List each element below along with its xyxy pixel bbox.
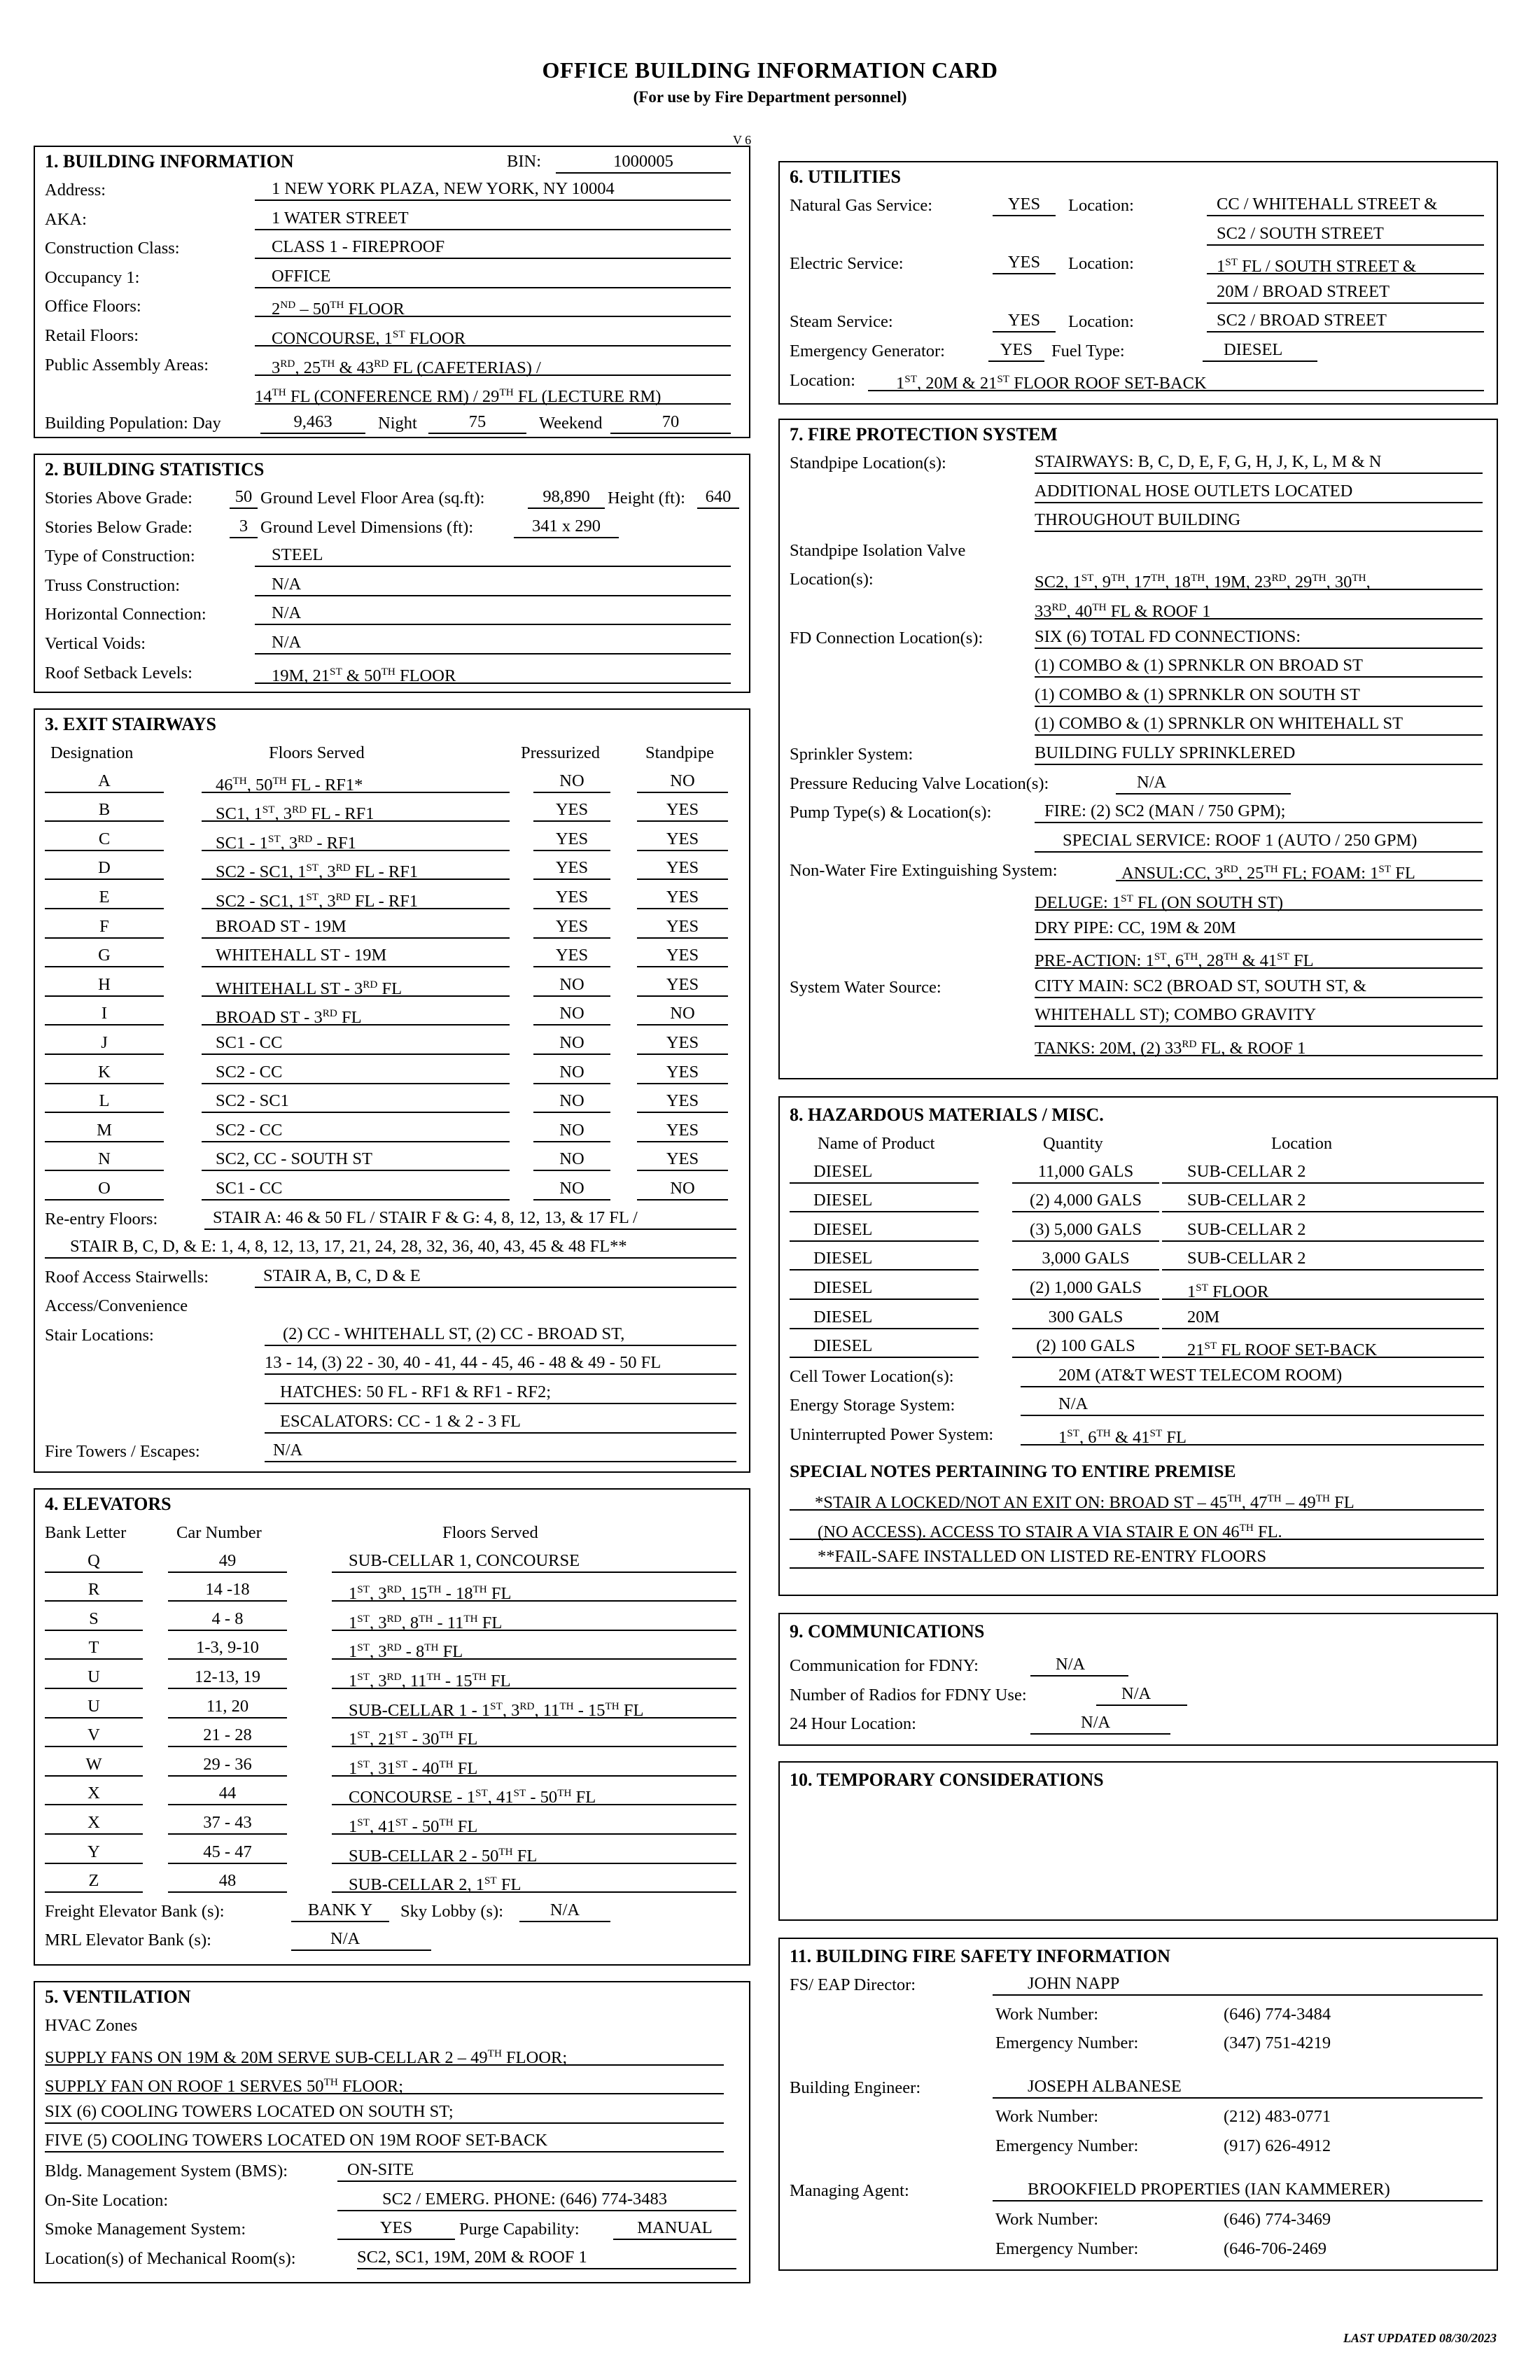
stair-designation: E: [45, 884, 164, 909]
reentry-floors-line-1: STAIR A: 46 & 50 FL / STAIR F & G: 4, 8, 12, 13, & 17 FL /: [204, 1205, 736, 1230]
section-title: 5. VENTILATION: [45, 1987, 191, 2007]
section-title: 4. ELEVATORS: [45, 1494, 172, 1514]
stair-pressurized: NO: [533, 972, 610, 997]
stair-floors-served: SC2 - CC: [202, 1059, 510, 1084]
isolation-line-1: SC2, 1ST, 9TH, 17TH, 18TH, 19M, 23RD, 29TH, 30TH,: [1035, 565, 1483, 590]
population-weekend: 70: [610, 409, 731, 434]
stair-floors-served: SC2 - SC1, 1ST, 3RD FL - RF1: [202, 855, 510, 880]
elevator-car-number: 44: [168, 1780, 287, 1805]
stair-pressurized: YES: [533, 797, 610, 822]
nonwater-line-1: ANSUL:CC, 3RD, 25TH FL; FOAM: 1ST FL: [1116, 856, 1483, 881]
material-quantity: (2) 1,000 GALS: [1012, 1275, 1159, 1300]
info-value: 2ND – 50TH FLOOR: [255, 292, 731, 317]
stair-floors-served: BROAD ST - 3RD FL: [202, 1000, 510, 1026]
stair-designation: A: [45, 768, 164, 793]
stair-pressurized: NO: [533, 1030, 610, 1055]
stat-value: N/A: [255, 571, 731, 596]
elevator-car-number: 14 -18: [168, 1576, 287, 1602]
mrl-elevator-bank: N/A: [291, 1926, 431, 1951]
stat-value: N/A: [255, 629, 731, 654]
stair-row: [45, 884, 739, 913]
material-location: 21ST FL ROOF SET-BACK: [1162, 1333, 1484, 1358]
stair-row: [45, 1030, 739, 1059]
fdc-line-4: (1) COMBO & (1) SPRNKLR ON WHITEHALL ST: [1035, 710, 1483, 736]
generator-location: 1ST, 20M & 21ST FLOOR ROOF SET-BACK: [868, 366, 1484, 391]
water-source-line-1: CITY MAIN: SC2 (BROAD ST, SOUTH ST, &: [1035, 973, 1483, 998]
stair-pressurized: YES: [533, 942, 610, 967]
material-location: SUB-CELLAR 2: [1162, 1245, 1484, 1270]
ground-area: 98,890: [528, 484, 605, 509]
section-fire-safety-information: 11. BUILDING FIRE SAFETY INFORMATION FS/ EAP Director: JOHN NAPP Work Number: (646) 774-3484 Emergency Number: (347) 751-4219 Building Engineer: JOSEPH ALBANESE Work Number: (212) 483-0771 Emergency Number: (917) 626-4912 Managing Agent: BROOKFIELD PROPERTIES (IAN KAMMERER) Work Number: (646) 774-3469 Emergency Number: (646-706-2469: [778, 1938, 1498, 2271]
hvac-line-4: FIVE (5) COOLING TOWERS LOCATED ON 19M ROOF SET-BACK: [45, 2127, 724, 2152]
version-mark: V 6: [733, 133, 752, 147]
radios-for-fdny: N/A: [1096, 1681, 1187, 1706]
elevator-bank-letter: U: [45, 1693, 143, 1718]
freight-elevator-bank: BANK Y: [291, 1897, 389, 1922]
elevator-floors-served: SUB-CELLAR 1, CONCOURSE: [332, 1548, 736, 1573]
stair-designation: D: [45, 855, 164, 880]
electric-service: YES: [993, 249, 1056, 274]
elevator-bank-letter: S: [45, 1606, 143, 1631]
fire-towers: N/A: [265, 1437, 736, 1462]
elevator-bank-letter: X: [45, 1780, 143, 1805]
elevator-floors-served: 1ST, 3RD - 8TH FL: [332, 1634, 736, 1660]
material-location: 1ST FLOOR: [1162, 1275, 1484, 1300]
info-value: OFFICE: [255, 263, 731, 288]
standpipe-line-1: STAIRWAYS: B, C, D, E, F, G, H, J, K, L, M & N: [1035, 449, 1483, 474]
population-day: 9,463: [260, 409, 365, 434]
stair-row: [45, 1088, 739, 1117]
elevator-car-number: 45 - 47: [168, 1839, 287, 1864]
stair-floors-served: SC2 - SC1, 1ST, 3RD FL - RF1: [202, 884, 510, 909]
stair-standpipe: YES: [637, 826, 728, 851]
gas-service: YES: [993, 191, 1056, 216]
material-row: [790, 1333, 1487, 1362]
elevator-car-number: 49: [168, 1548, 287, 1573]
stair-floors-served: BROAD ST - 19M: [202, 913, 510, 939]
fs-director-emergency-number: (347) 751-4219: [1224, 2033, 1331, 2053]
ground-dimensions: 341 x 290: [514, 513, 619, 538]
info-row: [45, 263, 739, 293]
stair-standpipe: NO: [637, 1175, 728, 1200]
fuel-type: DIESEL: [1203, 337, 1317, 362]
elevator-floors-served: CONCOURSE - 1ST, 41ST - 50TH FL: [332, 1780, 736, 1805]
stair-pressurized: NO: [533, 1117, 610, 1142]
info-row: [45, 176, 739, 205]
stairs-header: Designation Floors Served Pressurized Standpipe: [50, 743, 714, 762]
section-exit-stairways: 3. EXIT STAIRWAYS Designation Floors Served Pressurized Standpipe A 46TH, 50TH FL - RF1* NO NO B SC1, 1ST, 3RD FL - RF1 YES YES C SC1 - 1ST, 3RD - RF1 YES YES D SC2 - SC1, 1ST, 3RD FL - RF1 YES YES E SC2 - SC1, 1ST, 3RD FL - RF1 YES YES F BROAD ST - 19M YES YES G WHITEHALL ST - 19M YES YES H WHITEHALL ST - 3RD FL NO YES I BROAD ST - 3RD FL NO NO J SC1 - CC NO YES K SC2 - CC NO YES L SC2 - SC1 NO YES M SC2 - CC NO YES N SC2, CC - SOUTH ST NO YES O SC1 - CC NO NO Re-entry Floors: STAIR A: 46 & 50 FL / STAIR F & G: 4, 8, 12, 13, & 17 FL / STAIR B, C, D, & E: 1, 4, 8, 12, 13, 17, 21, 24, 28, 32, 36, 40, 43, 45 & 48 FL** Roof Access Stairwells: STAIR A, B, C, D & E Access/Convenience Stair Locations: (2) CC - WHITEHALL ST, (2) CC - BROAD ST, 13 - 14, (3) 22 - 30, 40 - 41, 44 - 45, 46 - 48 & 49 - 50 FL HATCHES: 50 FL - RF1 & RF1 - RF2; ESCALATORS: CC - 1 & 2 - 3 FL Fire Towers / Escapes: N/A: [34, 708, 750, 1473]
stair-pressurized: NO: [533, 1059, 610, 1084]
water-source-line-2: WHITEHALL ST); COMBO GRAVITY: [1035, 1002, 1483, 1027]
elevator-car-number: 1-3, 9-10: [168, 1634, 287, 1660]
24-hour-location: N/A: [1030, 1709, 1170, 1735]
comm-for-fdny: N/A: [1030, 1651, 1128, 1676]
info-label: Construction Class:: [45, 239, 180, 258]
material-quantity: 11,000 GALS: [1012, 1158, 1159, 1184]
section-ventilation: 5. VENTILATION HVAC Zones SUPPLY FANS ON 19M & 20M SERVE SUB-CELLAR 2 – 49TH FLOOR; SUPPLY FAN ON ROOF 1 SERVES 50TH FLOOR; SIX (6) COOLING TOWERS LOCATED ON SOUTH ST; FIVE (5) COOLING TOWERS LOCATED ON 19M ROOF SET-BACK Bldg. Management System (BMS): ON-SITE On-Site Location: SC2 / EMERG. PHONE: (646) 774-3483 Smoke Management System: YES Purge Capability: MANUAL Location(s) of Mechanical Room(s): SC2, SC1, 19M, 20M & ROOF 1: [34, 1981, 750, 2283]
isolation-line-2: 33RD, 40TH FL & ROOF 1: [1035, 594, 1483, 620]
section-title: 2. BUILDING STATISTICS: [45, 459, 265, 479]
section-building-statistics: 2. BUILDING STATISTICS Stories Above Grade: 50 Ground Level Floor Area (sq.ft): 98,890 Height (ft): 640 Stories Below Grade: 3 Ground Level Dimensions (ft): 341 x 290 Type of Construction: STEEL Truss Construction: N/A Horizontal Connection: N/A Vertical Voids: N/A Roof Setback Levels: 19M, 21ST & 50TH FLOOR: [34, 454, 750, 693]
special-note-line-1: *STAIR A LOCKED/NOT AN EXIT ON: BROAD ST – 45TH, 47TH – 49TH FL: [790, 1485, 1484, 1511]
nonwater-line-4: PRE-ACTION: 1ST, 6TH, 28TH & 41ST FL: [1035, 944, 1483, 969]
stair-pressurized: YES: [533, 913, 610, 939]
elevator-row: [45, 1576, 739, 1606]
stair-designation: L: [45, 1088, 164, 1113]
info-label: Retail Floors:: [45, 326, 139, 345]
stat-row: [45, 571, 739, 601]
material-quantity: (2) 100 GALS: [1012, 1333, 1159, 1358]
info-row: [45, 234, 739, 263]
stair-row: [45, 942, 739, 972]
stat-value: STEEL: [255, 542, 731, 567]
stat-label: Horizontal Connection:: [45, 605, 206, 624]
fs-director-work-number: (646) 774-3484: [1224, 2004, 1331, 2024]
page-title: OFFICE BUILDING INFORMATION CARD: [542, 57, 998, 83]
stair-row: [45, 826, 739, 855]
info-row: [45, 351, 739, 380]
managing-agent-name: BROOKFIELD PROPERTIES (IAN KAMMERER): [993, 2176, 1483, 2202]
stair-floors-served: SC2, CC - SOUTH ST: [202, 1146, 510, 1171]
stair-standpipe: YES: [637, 972, 728, 997]
stair-floors-served: SC1 - CC: [202, 1030, 510, 1055]
standpipe-line-3: THROUGHOUT BUILDING: [1035, 507, 1483, 532]
nonwater-line-3: DRY PIPE: CC, 19M & 20M: [1035, 915, 1483, 940]
stair-row: [45, 1000, 739, 1030]
section-communications: 9. COMMUNICATIONS Communication for FDNY: N/A Number of Radios for FDNY Use: N/A 24 Hour Location: N/A: [778, 1613, 1498, 1746]
stair-standpipe: YES: [637, 1030, 728, 1055]
hvac-line-3: SIX (6) COOLING TOWERS LOCATED ON SOUTH ST;: [45, 2099, 724, 2124]
elevator-floors-served: 1ST, 3RD, 11TH - 15TH FL: [332, 1664, 736, 1689]
stair-floors-served: SC1 - 1ST, 3RD - RF1: [202, 826, 510, 851]
stat-label: Roof Setback Levels:: [45, 663, 192, 682]
elevator-row: [45, 1664, 739, 1693]
stair-row: [45, 1059, 739, 1088]
material-row: [790, 1187, 1487, 1217]
elevator-bank-letter: W: [45, 1751, 143, 1777]
bin-value: 1000005: [556, 148, 731, 174]
elevator-floors-served: 1ST, 31ST - 40TH FL: [332, 1751, 736, 1777]
stair-standpipe: NO: [637, 768, 728, 793]
elevator-car-number: 37 - 43: [168, 1809, 287, 1835]
section-hazardous-materials: 8. HAZARDOUS MATERIALS / MISC. Name of Product Quantity Location DIESEL 11,000 GALS SUB-CELLAR 2 DIESEL (2) 4,000 GALS SUB-CELLAR 2 DIESEL (3) 5,000 GALS SUB-CELLAR 2 DIESEL 3,000 GALS SUB-CELLAR 2 DIESEL (2) 1,000 GALS 1ST FLOOR DIESEL 300 GALS 20M DIESEL (2) 100 GALS 21ST FL ROOF SET-BACK Cell Tower Location(s): 20M (AT&T WEST TELECOM ROOM) Energy Storage System: N/A Uninterrupted Power System: 1ST, 6TH & 41ST FL SPECIAL NOTES PERTAINING TO ENTIRE PREMISE *STAIR A LOCKED/NOT AN EXIT ON: BROAD ST – 45TH, 47TH – 49TH FL (NO ACCESS). ACCESS TO STAIR A VIA STAIR E ON 46TH FL. **FAIL-SAFE INSTALLED ON LISTED RE-ENTRY FLOORS: [778, 1096, 1498, 1596]
stat-row: [45, 629, 739, 659]
purge-capability: MANUAL: [613, 2215, 736, 2240]
elevator-row: [45, 1548, 739, 1577]
info-row: [45, 379, 739, 409]
material-row: [790, 1245, 1487, 1275]
material-quantity: (2) 4,000 GALS: [1012, 1187, 1159, 1212]
stair-pressurized: NO: [533, 1088, 610, 1113]
access-stair-line-4: ESCALATORS: CC - 1 & 2 - 3 FL: [265, 1408, 736, 1434]
stair-standpipe: YES: [637, 1117, 728, 1142]
special-notes-title: SPECIAL NOTES PERTAINING TO ENTIRE PREMISE: [790, 1460, 1236, 1481]
elevator-floors-served: SUB-CELLAR 2 - 50TH FL: [332, 1839, 736, 1864]
stat-label: Type of Construction:: [45, 547, 195, 566]
stat-label: Truss Construction:: [45, 575, 181, 595]
gas-location-1: CC / WHITEHALL STREET &: [1207, 191, 1484, 216]
stat-row: [45, 600, 739, 629]
materials-header: Name of Product Quantity Location: [818, 1134, 1333, 1153]
material-location: SUB-CELLAR 2: [1162, 1158, 1484, 1184]
stair-row: [45, 1117, 739, 1147]
stat-value: 19M, 21ST & 50TH FLOOR: [255, 659, 731, 684]
stair-pressurized: NO: [533, 1000, 610, 1026]
elevator-car-number: 29 - 36: [168, 1751, 287, 1777]
population-night: 75: [428, 409, 526, 434]
stair-standpipe: YES: [637, 1146, 728, 1171]
elevator-car-number: 4 - 8: [168, 1606, 287, 1631]
material-name: DIESEL: [790, 1304, 979, 1329]
material-row: [790, 1275, 1487, 1304]
stair-floors-served: SC2 - CC: [202, 1117, 510, 1142]
stair-standpipe: YES: [637, 797, 728, 822]
info-label: Occupancy 1:: [45, 267, 140, 287]
material-name: DIESEL: [790, 1245, 979, 1270]
agent-emergency-number: (646-706-2469: [1224, 2239, 1326, 2258]
stair-standpipe: YES: [637, 1088, 728, 1113]
material-location: SUB-CELLAR 2: [1162, 1187, 1484, 1212]
elevator-floors-served: 1ST, 3RD, 8TH - 11TH FL: [332, 1606, 736, 1631]
stat-row: [45, 659, 739, 688]
engineer-emergency-number: (917) 626-4912: [1224, 2136, 1331, 2155]
elevator-row: [45, 1868, 739, 1897]
elevator-row: [45, 1606, 739, 1635]
stories-above: 50: [230, 484, 258, 509]
water-source-line-3: TANKS: 20M, (2) 33RD FL, & ROOF 1: [1035, 1031, 1483, 1056]
stair-floors-served: WHITEHALL ST - 19M: [202, 942, 510, 967]
stair-floors-served: 46TH, 50TH FL - RF1*: [202, 768, 510, 793]
material-name: DIESEL: [790, 1275, 979, 1300]
elevator-bank-letter: Z: [45, 1868, 143, 1893]
stair-standpipe: YES: [637, 1059, 728, 1084]
stair-standpipe: YES: [637, 942, 728, 967]
fdc-line-3: (1) COMBO & (1) SPRNKLR ON SOUTH ST: [1035, 682, 1483, 707]
stair-pressurized: NO: [533, 768, 610, 793]
building-engineer-name: JOSEPH ALBANESE: [993, 2073, 1483, 2099]
elevator-bank-letter: X: [45, 1809, 143, 1835]
stair-pressurized: NO: [533, 1175, 610, 1200]
stair-floors-served: SC2 - SC1: [202, 1088, 510, 1113]
stories-below: 3: [230, 513, 258, 538]
agent-work-number: (646) 774-3469: [1224, 2210, 1331, 2230]
stat-value: N/A: [255, 600, 731, 625]
fdc-line-2: (1) COMBO & (1) SPRNKLR ON BROAD ST: [1035, 652, 1483, 678]
material-name: DIESEL: [790, 1217, 979, 1242]
section-title: 10. TEMPORARY CONSIDERATIONS: [790, 1770, 1104, 1790]
stair-designation: I: [45, 1000, 164, 1026]
special-note-line-3: **FAIL-SAFE INSTALLED ON LISTED RE-ENTRY FLOORS: [790, 1544, 1484, 1569]
section-title: 7. FIRE PROTECTION SYSTEM: [790, 424, 1058, 444]
electric-location-1: 1ST FL / SOUTH STREET &: [1207, 249, 1484, 274]
elevator-floors-served: SUB-CELLAR 2, 1ST FL: [332, 1868, 736, 1893]
gas-location-2: SC2 / SOUTH STREET: [1207, 220, 1484, 246]
stair-row: [45, 913, 739, 943]
fs-director-name: JOHN NAPP: [993, 1970, 1483, 1996]
stair-designation: F: [45, 913, 164, 939]
info-label: Public Assembly Areas:: [45, 355, 209, 374]
info-row: [45, 321, 739, 351]
section-fire-protection: 7. FIRE PROTECTION SYSTEM Standpipe Location(s): STAIRWAYS: B, C, D, E, F, G, H, J, K, L, M & N ADDITIONAL HOSE OUTLETS LOCATED THROUGHOUT BUILDING Standpipe Isolation Valve Location(s): SC2, 1ST, 9TH, 17TH, 18TH, 19M, 23RD, 29TH, 30TH, 33RD, 40TH FL & ROOF 1 FD Connection Location(s): SIX (6) TOTAL FD CONNECTIONS: (1) COMBO & (1) SPRNKLR ON BROAD ST (1) COMBO & (1) SPRNKLR ON SOUTH ST (1) COMBO & (1) SPRNKLR ON WHITEHALL ST Sprinkler System: BUILDING FULLY SPRINKLERED Pressure Reducing Valve Location(s): N/A Pump Type(s) & Location(s): FIRE: (2) SC2 (MAN / 750 GPM); SPECIAL SERVICE: ROOF 1 (AUTO / 250 GPM) Non-Water Fire Extinguishing System: ANSUL:CC, 3RD, 25TH FL; FOAM: 1ST FL DELUGE: 1ST FL (ON SOUTH ST) DRY PIPE: CC, 19M & 20M PRE-ACTION: 1ST, 6TH, 28TH & 41ST FL System Water Source: CITY MAIN: SC2 (BROAD ST, SOUTH ST, & WHITEHALL ST); COMBO GRAVITY TANKS: 20M, (2) 33RD FL, & ROOF 1: [778, 419, 1498, 1079]
stair-designation: K: [45, 1059, 164, 1084]
info-label: Office Floors:: [45, 297, 141, 316]
info-label: Address:: [45, 181, 106, 200]
elevator-car-number: 12-13, 19: [168, 1664, 287, 1689]
material-location: 20M: [1162, 1304, 1484, 1329]
building-height: 640: [697, 484, 739, 509]
pump-line-2: SPECIAL SERVICE: ROOF 1 (AUTO / 250 GPM): [1035, 827, 1483, 853]
material-row: [790, 1217, 1487, 1246]
stair-standpipe: YES: [637, 884, 728, 909]
elevator-row: [45, 1693, 739, 1723]
access-stair-line-3: HATCHES: 50 FL - RF1 & RF1 - RF2;: [265, 1379, 736, 1404]
ups-location: 1ST, 6TH & 41ST FL: [1021, 1420, 1484, 1446]
elevator-row: [45, 1809, 739, 1839]
standpipe-line-2: ADDITIONAL HOSE OUTLETS LOCATED: [1035, 478, 1483, 503]
steam-service: YES: [993, 307, 1056, 332]
section-title: 6. UTILITIES: [790, 167, 901, 187]
elevators-header: Bank Letter Car Number Floors Served: [45, 1523, 538, 1542]
material-quantity: 3,000 GALS: [1012, 1245, 1159, 1270]
stair-designation: H: [45, 972, 164, 997]
nonwater-line-2: DELUGE: 1ST FL (ON SOUTH ST): [1035, 886, 1483, 911]
stair-pressurized: YES: [533, 826, 610, 851]
material-name: DIESEL: [790, 1187, 979, 1212]
elevator-bank-letter: R: [45, 1576, 143, 1602]
page-subtitle: (For use by Fire Department personnel): [633, 88, 907, 106]
stair-pressurized: YES: [533, 884, 610, 909]
stair-row: [45, 768, 739, 797]
stair-standpipe: YES: [637, 855, 728, 880]
elevator-row: [45, 1751, 739, 1781]
stair-row: [45, 972, 739, 1001]
reentry-floors-line-2: STAIR B, C, D, & E: 1, 4, 8, 12, 13, 17, 21, 24, 28, 32, 36, 40, 43, 45 & 48 FL**: [45, 1233, 736, 1259]
stair-pressurized: NO: [533, 1146, 610, 1171]
smoke-management: YES: [337, 2215, 455, 2240]
section-temporary-considerations: [778, 1761, 1498, 1921]
material-location: SUB-CELLAR 2: [1162, 1217, 1484, 1242]
elevator-car-number: 11, 20: [168, 1693, 287, 1718]
elevator-floors-served: SUB-CELLAR 1 - 1ST, 3RD, 11TH - 15TH FL: [332, 1693, 736, 1718]
stair-standpipe: NO: [637, 1000, 728, 1026]
section-title: 9. COMMUNICATIONS: [790, 1621, 985, 1642]
stair-floors-served: SC1, 1ST, 3RD FL - RF1: [202, 797, 510, 822]
stair-row: [45, 855, 739, 884]
material-row: [790, 1304, 1487, 1334]
pump-line-1: FIRE: (2) SC2 (MAN / 750 GPM);: [1035, 798, 1483, 823]
section-title: 1. BUILDING INFORMATION: [45, 151, 294, 172]
sky-lobby: N/A: [519, 1897, 610, 1922]
stair-standpipe: YES: [637, 913, 728, 939]
elevator-row: [45, 1780, 739, 1809]
elevator-floors-served: 1ST, 41ST - 50TH FL: [332, 1809, 736, 1835]
bms-value: ON-SITE: [337, 2157, 736, 2182]
stat-label: Vertical Voids:: [45, 634, 146, 653]
info-row: [45, 205, 739, 234]
roof-access-stairwells: STAIR A, B, C, D & E: [255, 1263, 736, 1288]
info-value: 14TH FL (CONFERENCE RM) / 29TH FL (LECTURE RM): [255, 379, 731, 405]
section-building-information: [34, 146, 750, 438]
population-row: Building Population: Day 9,463 Night 75 Weekend 70: [45, 409, 739, 438]
elevator-row: [45, 1634, 739, 1664]
access-stair-line-2: 13 - 14, (3) 22 - 30, 40 - 41, 44 - 45, 46 - 48 & 49 - 50 FL: [265, 1350, 736, 1375]
hvac-line-1: SUPPLY FANS ON 19M & 20M SERVE SUB-CELLAR 2 – 49TH FLOOR;: [45, 2040, 724, 2066]
stair-designation: C: [45, 826, 164, 851]
bin-label: BIN:: [507, 152, 541, 171]
elevator-bank-letter: Q: [45, 1548, 143, 1573]
emergency-generator: YES: [988, 337, 1044, 362]
energy-storage-system: N/A: [1021, 1391, 1484, 1416]
elevator-row: [45, 1839, 739, 1868]
stair-pressurized: YES: [533, 855, 610, 880]
info-row: [45, 292, 739, 321]
elevator-bank-letter: U: [45, 1664, 143, 1689]
access-stair-line-1: (2) CC - WHITEHALL ST, (2) CC - BROAD ST,: [265, 1321, 736, 1346]
stat-row: [45, 542, 739, 571]
elevator-bank-letter: V: [45, 1722, 143, 1747]
material-name: DIESEL: [790, 1333, 979, 1358]
stair-designation: G: [45, 942, 164, 967]
stair-row: [45, 1175, 739, 1205]
special-note-line-2: (NO ACCESS). ACCESS TO STAIR A VIA STAIR E ON 46TH FL.: [790, 1515, 1484, 1540]
section-title: 8. HAZARDOUS MATERIALS / MISC.: [790, 1105, 1104, 1125]
info-value: 3RD, 25TH & 43RD FL (CAFETERIAS) /: [255, 351, 731, 376]
material-row: [790, 1158, 1487, 1188]
info-value: CONCOURSE, 1ST FLOOR: [255, 321, 731, 346]
onsite-location: SC2 / EMERG. PHONE: (646) 774-3483: [337, 2186, 736, 2211]
engineer-work-number: (212) 483-0771: [1224, 2107, 1331, 2127]
mechanical-rooms: SC2, SC1, 19M, 20M & ROOF 1: [357, 2244, 736, 2269]
elevator-car-number: 48: [168, 1868, 287, 1893]
section-title: 3. EXIT STAIRWAYS: [45, 714, 216, 734]
sprinkler-system: BUILDING FULLY SPRINKLERED: [1035, 740, 1483, 765]
electric-location-2: 20M / BROAD STREET: [1207, 279, 1484, 304]
material-quantity: 300 GALS: [1012, 1304, 1159, 1329]
elevator-car-number: 21 - 28: [168, 1722, 287, 1747]
info-value: CLASS 1 - FIREPROOF: [255, 234, 731, 259]
stair-floors-served: SC1 - CC: [202, 1175, 510, 1200]
elevator-bank-letter: Y: [45, 1839, 143, 1864]
info-value: 1 NEW YORK PLAZA, NEW YORK, NY 10004: [255, 176, 731, 201]
stair-designation: J: [45, 1030, 164, 1055]
stair-designation: O: [45, 1175, 164, 1200]
stair-row: [45, 797, 739, 826]
info-value: 1 WATER STREET: [255, 205, 731, 230]
stair-designation: B: [45, 797, 164, 822]
elevator-bank-letter: T: [45, 1634, 143, 1660]
last-updated: LAST UPDATED 08/30/2023: [1343, 2331, 1497, 2345]
stair-floors-served: WHITEHALL ST - 3RD FL: [202, 972, 510, 997]
prv-location: N/A: [1116, 769, 1291, 794]
stair-row: [45, 1146, 739, 1175]
elevator-floors-served: 1ST, 3RD, 15TH - 18TH FL: [332, 1576, 736, 1602]
steam-location: SC2 / BROAD STREET: [1207, 307, 1484, 332]
stair-designation: N: [45, 1146, 164, 1171]
hvac-line-2: SUPPLY FAN ON ROOF 1 SERVES 50TH FLOOR;: [45, 2069, 724, 2094]
section-utilities: 6. UTILITIES Natural Gas Service: YES Location: CC / WHITEHALL STREET & SC2 / SOUTH STREET Electric Service: YES Location: 1ST FL / SOUTH STREET & 20M / BROAD STREET Steam Service: YES Location: SC2 / BROAD STREET Emergency Generator: YES Fuel Type: DIESEL Location: 1ST, 20M & 21ST FLOOR ROOF SET-BACK: [778, 161, 1498, 405]
material-name: DIESEL: [790, 1158, 979, 1184]
fdc-line-1: SIX (6) TOTAL FD CONNECTIONS:: [1035, 624, 1483, 649]
info-label: AKA:: [45, 209, 87, 229]
cell-tower-location: 20M (AT&T WEST TELECOM ROOM): [1021, 1362, 1484, 1387]
section-elevators: 4. ELEVATORS Bank Letter Car Number Floors Served Q 49 SUB-CELLAR 1, CONCOURSE R 14 -18 1ST, 3RD, 15TH - 18TH FL S 4 - 8 1ST, 3RD, 8TH - 11TH FL T 1-3, 9-10 1ST, 3RD - 8TH FL U 12-13, 19 1ST, 3RD, 11TH - 15TH FL U 11, 20 SUB-CELLAR 1 - 1ST, 3RD, 11TH - 15TH FL V 21 - 28 1ST, 21ST - 30TH FL W 29 - 36 1ST, 31ST - 40TH FL X 44 CONCOURSE - 1ST, 41ST - 50TH FL X 37 - 43 1ST, 41ST - 50TH FL Y 45 - 47 SUB-CELLAR 2 - 50TH FL Z 48 SUB-CELLAR 2, 1ST FL Freight Elevator Bank (s): BANK Y Sky Lobby (s): N/A MRL Elevator Bank (s): N/A: [34, 1488, 750, 1966]
stair-designation: M: [45, 1117, 164, 1142]
section-title: 11. BUILDING FIRE SAFETY INFORMATION: [790, 1946, 1170, 1966]
material-quantity: (3) 5,000 GALS: [1012, 1217, 1159, 1242]
elevator-row: [45, 1722, 739, 1751]
elevator-floors-served: 1ST, 21ST - 30TH FL: [332, 1722, 736, 1747]
